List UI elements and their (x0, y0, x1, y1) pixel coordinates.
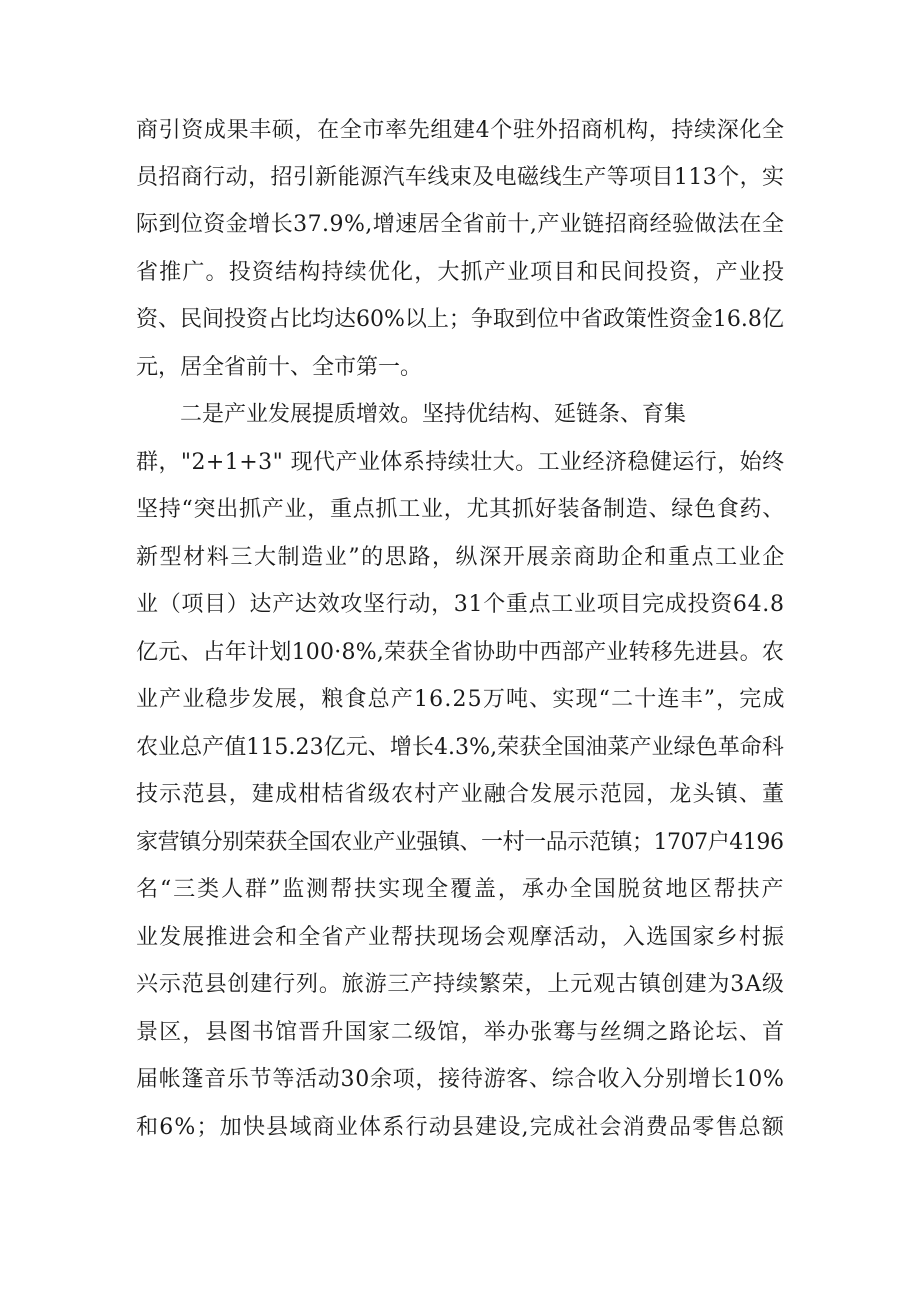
text-line: 业（项目）达产达效攻坚行动，31个重点工业项目完成投资64.8 (136, 592, 785, 617)
text-line: 省推广。投资结构持续优化，大抓产业项目和民间投资，产业投 (136, 260, 786, 285)
text-line: 群，"2+1+3" 现代产业体系持续壮大。工业经济稳健运行，始终 (136, 450, 785, 475)
text-line: 农业总产值115.23亿元、增长4.3%,荣获全国油菜产业绿色革命科 (136, 735, 784, 760)
text-line: 景区，县图书馆晋升国家二级馆，举办张骞与丝绸之路论坛、首 (136, 1020, 786, 1045)
text-line: 技示范县，建成柑桔省级农村产业融合发展示范园，龙头镇、董 (136, 782, 786, 807)
text-line: 亿元、占年计划100·8%,荣获全省协助中西部产业转移先进县。农 (136, 640, 785, 665)
text-line: 家营镇分别荣获全国农业产业强镇、一村一品示范镇；1707户4196 (136, 830, 784, 855)
text-line: 资、民间投资占比均达60%以上；争取到位中省政策性资金16.8亿 (136, 307, 784, 332)
text-line: 员招商行动，招引新能源汽车线束及电磁线生产等项目113个，实 (136, 165, 785, 190)
text-line: 名“三类人群”监测帮扶实现全覆盖，承办全国脱贫地区帮扶产 (136, 877, 786, 902)
text-line: 业发展推进会和全省产业帮扶现场会观摩活动，入选国家乡村振 (136, 925, 786, 950)
text-line: 际到位资金增长37.9%,增速居全省前十,产业链招商经验做法在全 (136, 212, 785, 237)
text-line: 坚持“突出抓产业，重点抓工业，尤其抓好装备制造、绿色食药、 (136, 497, 785, 522)
text-line: 届帐篷音乐节等活动30余项，接待游客、综合收入分别增长10% (136, 1067, 785, 1092)
text-line: 兴示范县创建行列。旅游三产持续繁荣，上元观古镇创建为3A级 (136, 972, 785, 997)
text-line: 新型材料三大制造业”的思路，纵深开展亲商助企和重点工业企 (136, 545, 786, 570)
text-line: 二是产业发展提质增效。坚持优结构、延链条、育集 (180, 402, 687, 427)
text-line: 元，居全省前十、全市第一。 (136, 355, 423, 380)
text-line: 和6%；加快县域商业体系行动县建设,完成社会消费品零售总额 (136, 1115, 786, 1140)
text-line: 业产业稳步发展，粮食总产16.25万吨、实现“二十连丰”，完成 (136, 687, 786, 712)
text-line: 商引资成果丰硕，在全市率先组建4个驻外招商机构，持续深化全 (136, 118, 785, 143)
